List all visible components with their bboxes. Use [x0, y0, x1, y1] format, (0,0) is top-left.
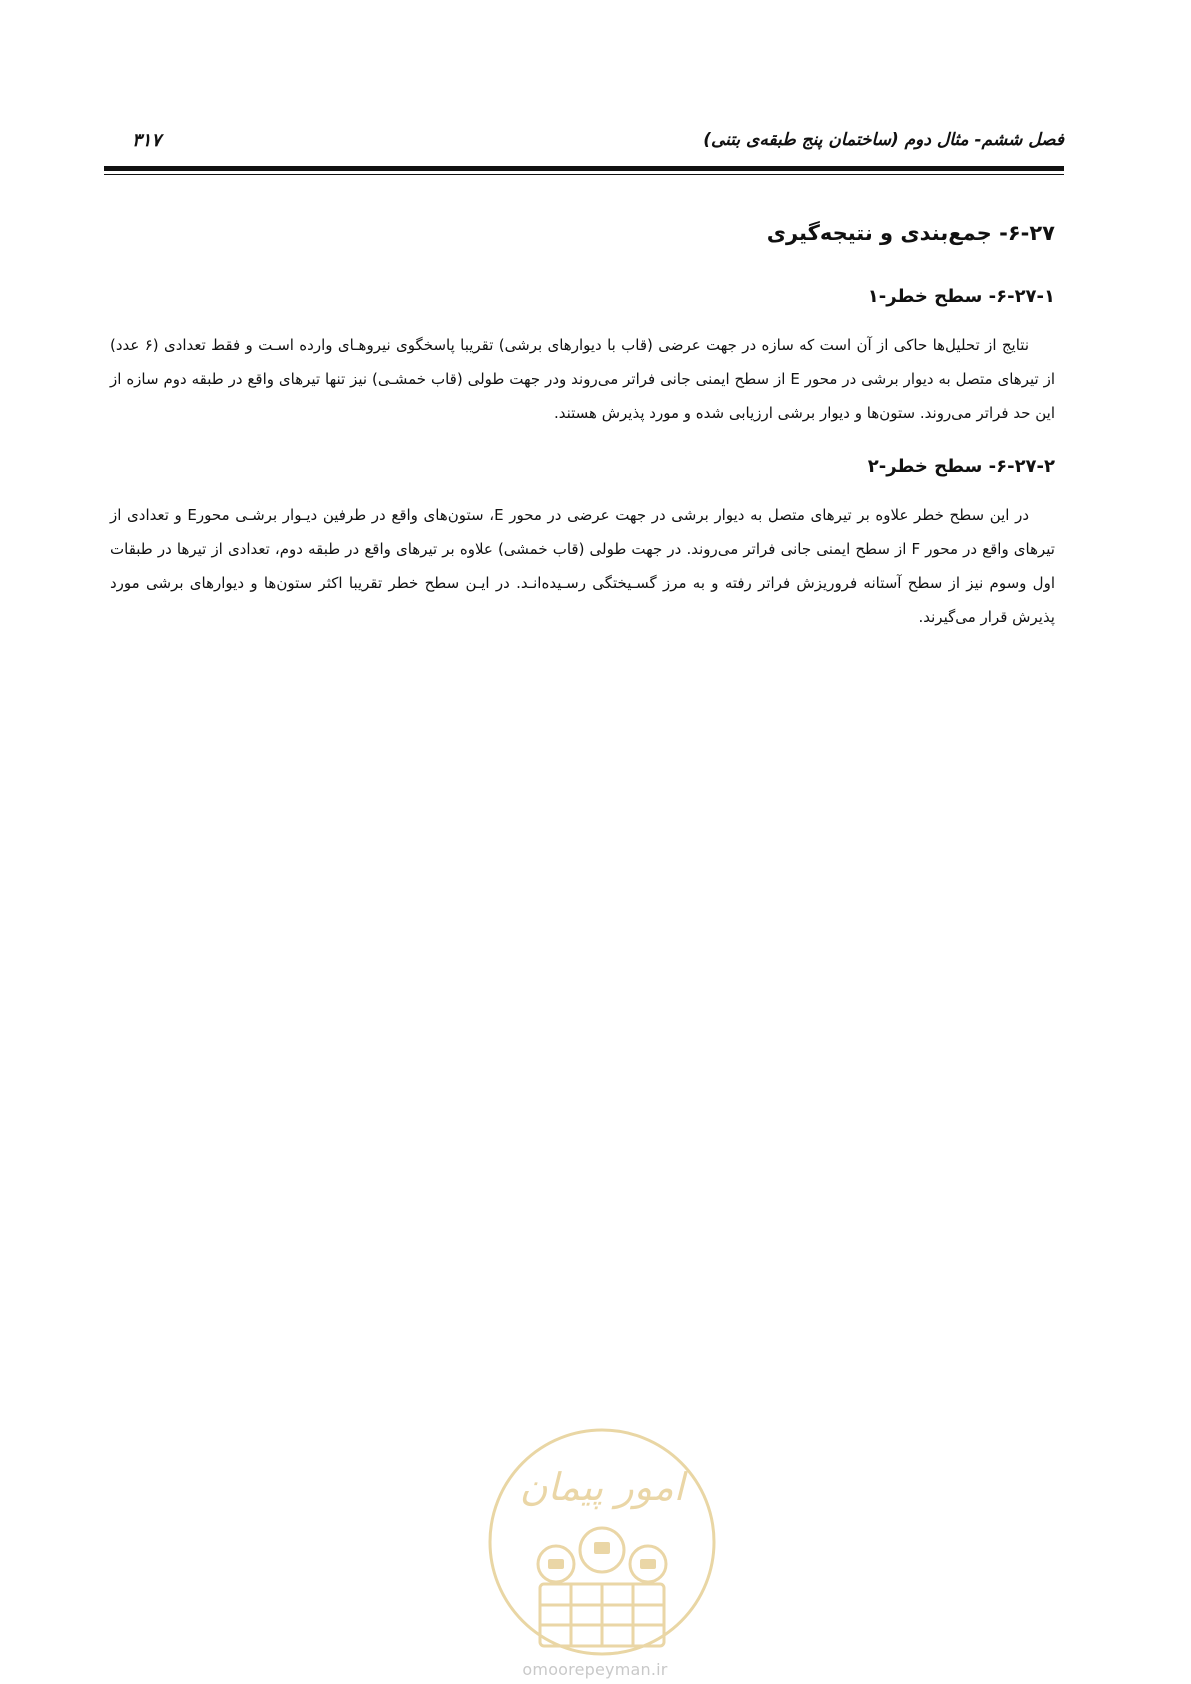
page-header [104, 128, 1064, 158]
watermark-logo-text: امور پیمان [519, 1465, 685, 1509]
header-rule-thin [104, 174, 1064, 175]
subsection-heading-2: ۶-۲۷-۲- سطح خطر-۲ [867, 456, 1055, 477]
page-number: ۳۱۷ [132, 130, 162, 151]
running-title: فصل ششم- مثال دوم (ساختمان پنج طبقه‌ی بتنی) [703, 130, 1064, 150]
header-rule-thick [104, 166, 1064, 171]
subsection-heading-1: ۶-۲۷-۱- سطح خطر-۱ [867, 286, 1055, 307]
subsection-paragraph-1: نتایج از تحلیل‌ها حاکی از آن است که سازه در جهت عرضی (قاب با دیوارهای برشی) تقریبا پاسخگوی نیروهـای وارده اسـت و فقط تعدادی (۶ عدد) از تیرهای متصل به دیوار برشی در محور E از سطح ایمنی جانی فراتر می‌روند ودر جهت طولی (قاب خمشـی) نیز تنها تیرهای واقع در طبقه دوم سازه از این حد فراتر می‌روند. ستون‌ها و دیوار برشی ارزیابی شده و مورد پذیرش هستند. [110, 336, 1056, 422]
watermark-url: omoorepeyman.ir [522, 1660, 668, 1679]
subsection-paragraph-2: در این سطح خطر علاوه بر تیرهای متصل به دیوار برشی در جهت عرضی در محور E، ستون‌های واقع در طرفین دیـوار برشـی محورE و تعدادی از تیرهای واقع در محور F از سطح ایمنی جانی فراتر می‌روند. در جهت طولی (قاب خمشی) علاوه بر تیرهای واقع در طبقه دوم، تعدادی از تیرها در طبقات اول وسوم نیز از سطح آستانه فروریزش فراتر رفته و به مرز گسـیختگی رسـیده‌انـد. در ایـن سطح خطر تقریبا اکثر ستون‌ها و دیوارهای برشی مورد پذیرش قرار می‌گیرند. [110, 506, 1055, 626]
section-heading: ۶-۲۷- جمع‌بندی و نتیجه‌گیری [766, 221, 1055, 245]
watermark-logo [482, 1422, 722, 1662]
section-content [110, 218, 1055, 656]
